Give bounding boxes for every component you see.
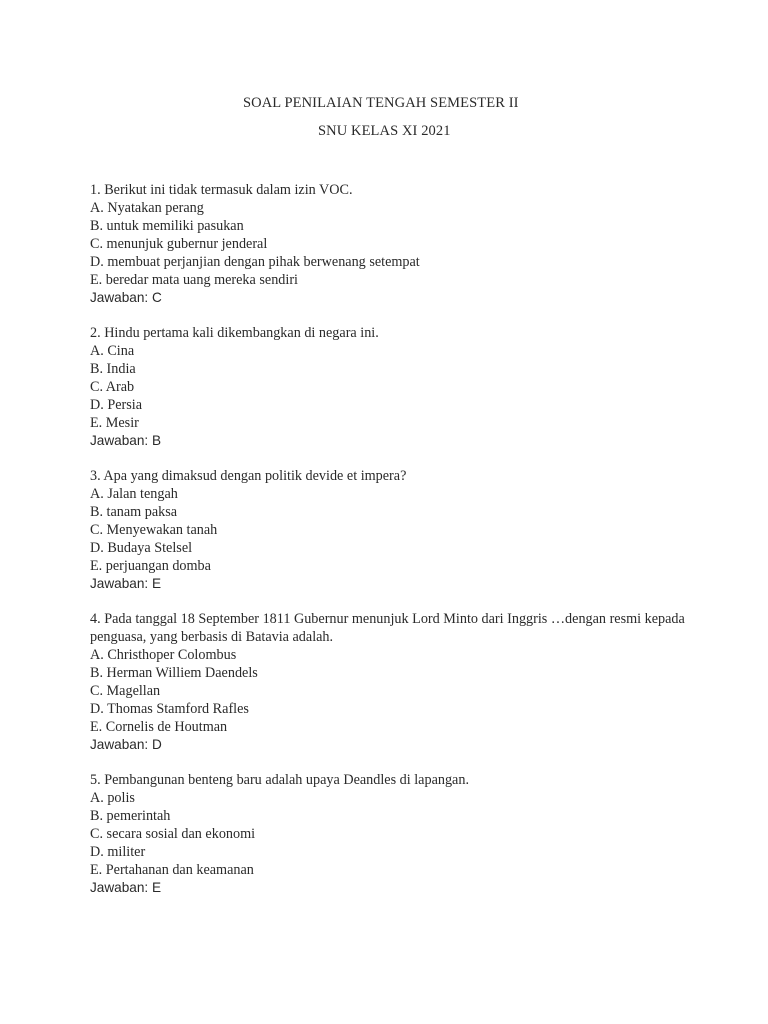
option-d: D. Budaya Stelsel xyxy=(90,540,193,556)
option-b: B. untuk memiliki pasukan xyxy=(90,218,244,234)
option-d: D. Persia xyxy=(90,397,143,413)
option-a: A. Jalan tengah xyxy=(90,486,178,502)
answer-key: Jawaban: E xyxy=(90,576,162,591)
question-4 xyxy=(90,610,690,754)
answer-key: Jawaban: C xyxy=(90,290,162,305)
question-list xyxy=(90,181,690,914)
option-e: E. Mesir xyxy=(90,415,139,431)
option-e: E. perjuangan domba xyxy=(90,558,211,574)
question-3 xyxy=(90,467,690,593)
option-d: D. Thomas Stamford Rafles xyxy=(90,701,249,717)
option-e: E. Cornelis de Houtman xyxy=(90,719,228,735)
option-b: B. Herman Williem Daendels xyxy=(90,665,258,681)
option-e: E. Pertahanan dan keamanan xyxy=(90,862,254,878)
question-stem: 3. Apa yang dimaksud dengan politik devide et impera? xyxy=(90,468,407,484)
question-5 xyxy=(90,771,690,897)
option-a: A. Christhoper Colombus xyxy=(90,647,237,663)
option-c: C. menunjuk gubernur jenderal xyxy=(90,236,268,252)
option-e: E. beredar mata uang mereka sendiri xyxy=(90,272,298,288)
question-stem: 4. Pada tanggal 18 September 1811 Gubernur menunjuk Lord Minto dari Inggris …dengan resmi kepada penguasa, yang berbasis di Batavia adalah. xyxy=(90,611,685,645)
option-c: C. Magellan xyxy=(90,683,161,699)
option-b: B. India xyxy=(90,361,136,377)
document-title: SOAL PENILAIAN TENGAH SEMESTER II xyxy=(243,95,519,111)
question-stem: 1. Berikut ini tidak termasuk dalam izin VOC. xyxy=(90,182,353,198)
question-stem: 2. Hindu pertama kali dikembangkan di negara ini. xyxy=(90,325,379,341)
option-b: B. pemerintah xyxy=(90,808,171,824)
option-b: B. tanam paksa xyxy=(90,504,178,520)
document-subtitle: SNU KELAS XI 2021 xyxy=(318,123,451,139)
question-2 xyxy=(90,324,690,450)
answer-key: Jawaban: E xyxy=(90,880,162,895)
answer-key: Jawaban: B xyxy=(90,433,162,448)
option-c: C. secara sosial dan ekonomi xyxy=(90,826,256,842)
option-d: D. militer xyxy=(90,844,146,860)
option-c: C. Menyewakan tanah xyxy=(90,522,218,538)
question-stem: 5. Pembangunan benteng baru adalah upaya Deandles di lapangan. xyxy=(90,772,469,788)
answer-key: Jawaban: D xyxy=(90,737,162,752)
option-c: C. Arab xyxy=(90,379,135,395)
question-1 xyxy=(90,181,690,307)
option-a: A. Nyatakan perang xyxy=(90,200,204,216)
option-d: D. membuat perjanjian dengan pihak berwenang setempat xyxy=(90,254,420,270)
option-a: A. polis xyxy=(90,790,135,806)
option-a: A. Cina xyxy=(90,343,135,359)
